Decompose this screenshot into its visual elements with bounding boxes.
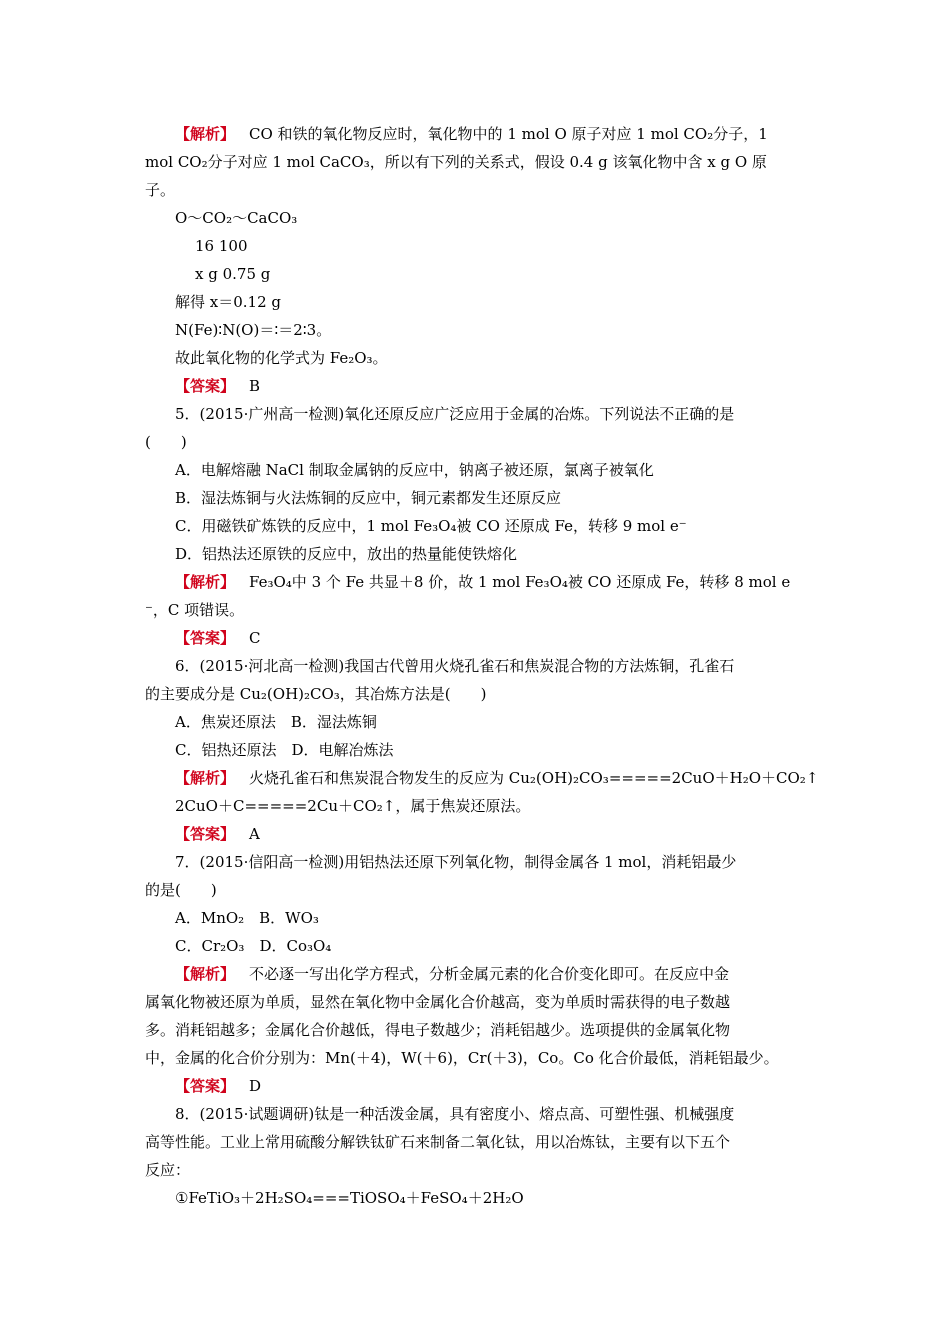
q7-answer [175,1076,261,1096]
q6-analysis-line-1: 【解析】 火烧孔雀石和焦炭混合物发生的反应为 Cu₂(OH)₂CO₃=====2CuO＋H₂O＋CO₂↑ [175,769,819,787]
q8-stem-1: 8．(2015·试题调研)钛是一种活泼金属，具有密度小、熔点高、可塑性强、机械强度 [175,1105,735,1123]
q7-analysis-line-3: 多。消耗铝越多；金属化合价越低，得电子数越少；消耗铝越少。选项提供的金属氧化物 [145,1021,731,1039]
q5-stem-2: ( ) [145,433,187,451]
answer-label: 【答案】 [175,377,236,395]
answer-label: 【答案】 [175,629,236,647]
relation-formula: O～CO₂～CaCO₃ [175,209,298,227]
q5-option-a: A．电解熔融 NaCl 制取金属钠的反应中，钠离子被还原，氯离子被氧化 [175,461,654,479]
answer-value: C [249,629,261,647]
q6-options-ab: A．焦炭还原法 B．湿法炼铜 [175,713,377,731]
q8-stem-3: 反应： [145,1161,191,1179]
analysis-label: 【解析】 [175,573,236,591]
q7-options-ab: A．MnO₂ B．WO₃ [175,909,319,927]
q5-analysis-line-1: 【解析】 Fe₃O₄中 3 个 Fe 共显＋8 价，故 1 mol Fe₃O₄被 CO 还原成 Fe，转移 8 mol e [175,573,791,591]
answer-label: 【答案】 [175,825,236,843]
analysis-label: 【解析】 [175,125,236,143]
q6-stem-1: 6．(2015·河北高一检测)我国古代曾用火烧孔雀石和焦炭混合物的方法炼铜，孔雀石 [175,657,735,675]
conclusion-line: 故此氧化物的化学式为 Fe₂O₃。 [175,349,388,367]
q7-analysis-line-2: 属氧化物被还原为单质，显然在氧化物中金属化合价越高，变为单质时需获得的电子数越 [145,993,731,1011]
answer-value: D [249,1077,262,1095]
q4-analysis-line-2: mol CO₂分子对应 1 mol CaCO₃，所以有下列的关系式，假设 0.4 g 该氧化物中含 x g O 原 [145,153,767,171]
q8-reaction-1: ①FeTiO₃＋2H₂SO₄===TiOSO₄＋FeSO₄＋2H₂O [175,1189,524,1207]
q6-options-cd: C．铝热还原法 D．电解冶炼法 [175,741,394,759]
answer-label: 【答案】 [175,1077,236,1095]
analysis-label: 【解析】 [175,769,236,787]
q7-analysis-line-4: 中，金属的化合价分别为：Mn(＋4)，W(＋6)，Cr(＋3)，Co。Co 化合价最低，消耗铝最少。 [145,1049,779,1067]
q5-option-b: B．湿法炼铜与火法炼铜的反应中，铜元素都发生还原反应 [175,489,562,507]
q4-answer [175,376,260,396]
q6-analysis-line-2: 2CuO＋C=====2Cu＋CO₂↑，属于焦炭还原法。 [175,797,531,815]
q5-stem-1: 5．(2015·广州高一检测)氧化还原反应广泛应用于金属的冶炼。下列说法不正确的是 [175,405,735,423]
q4-analysis-line-1: 【解析】 CO 和铁的氧化物反应时，氧化物中的 1 mol O 原子对应 1 mol CO₂分子，1 [175,125,768,143]
q6-stem-2: 的主要成分是 Cu₂(OH)₂CO₃，其冶炼方法是( ) [145,685,487,703]
relation-values: x g 0.75 g [195,265,271,283]
q7-options-cd: C．Cr₂O₃ D．Co₃O₄ [175,937,332,955]
relation-numbers: 16 100 [195,237,248,255]
q7-analysis-line-1: 【解析】 不必逐一写出化学方程式，分析金属元素的化合价变化即可。在反应中金 [175,965,730,983]
q7-stem-2: 的是( ) [145,881,217,899]
answer-value: A [249,825,260,843]
q5-answer [175,628,261,648]
answer-value: B [249,377,261,395]
q4-analysis-line-3: 子。 [145,181,176,199]
q5-option-d: D．铝热法还原铁的反应中，放出的热量能使铁熔化 [175,545,518,563]
q5-analysis-line-2: ⁻，C 项错误。 [145,601,245,619]
ratio-line: N(Fe)∶N(O)＝∶＝2∶3。 [175,321,332,339]
solve-line: 解得 x＝0.12 g [175,293,281,311]
q6-answer [175,824,260,844]
q7-stem-1: 7．(2015·信阳高一检测)用铝热法还原下列氧化物，制得金属各 1 mol，消耗铝最少 [175,853,737,871]
q5-option-c: C．用磁铁矿炼铁的反应中，1 mol Fe₃O₄被 CO 还原成 Fe，转移 9 mol e⁻ [175,517,687,535]
analysis-label: 【解析】 [175,965,236,983]
q8-stem-2: 高等性能。工业上常用硫酸分解铁钛矿石来制备二氧化钛，用以冶炼钛，主要有以下五个 [145,1133,731,1151]
